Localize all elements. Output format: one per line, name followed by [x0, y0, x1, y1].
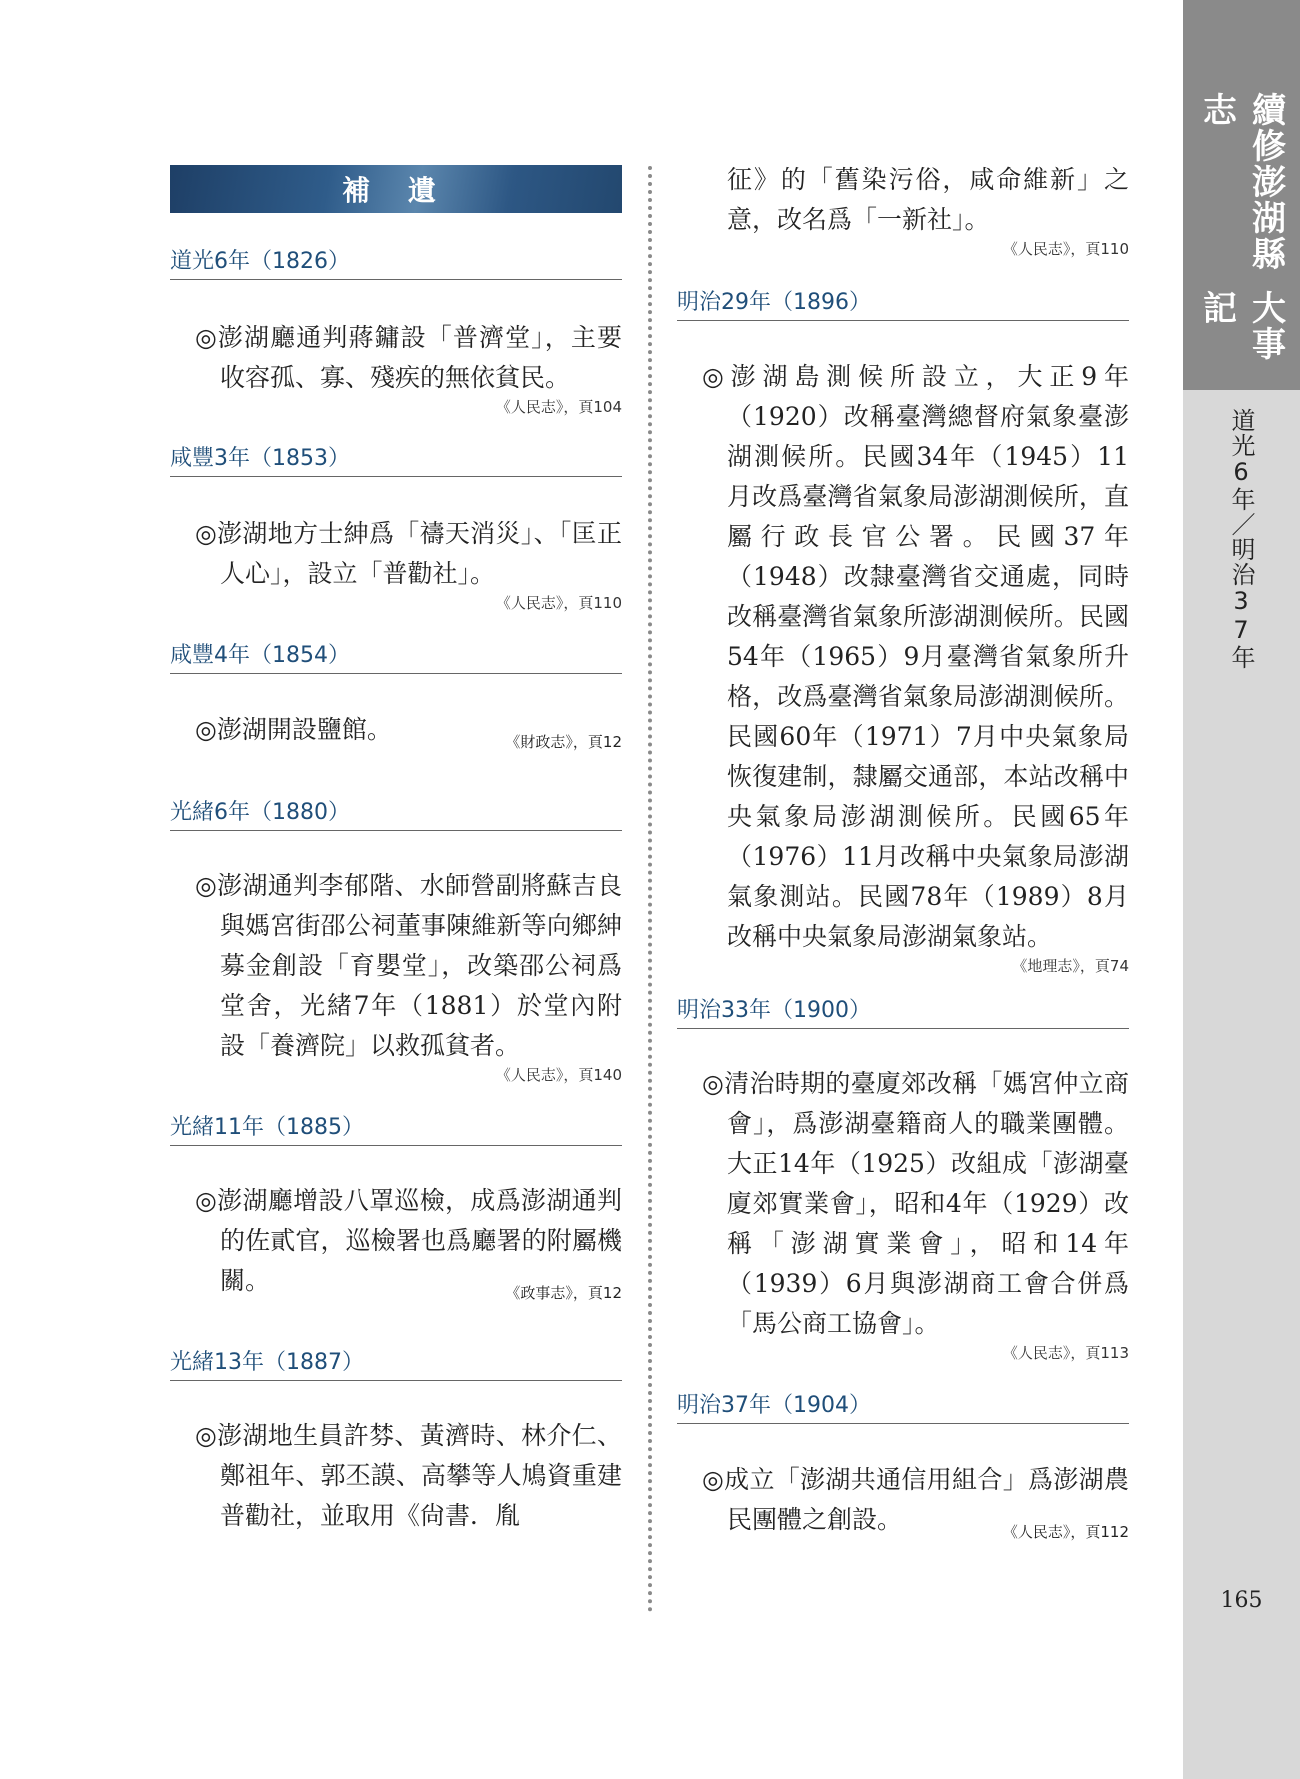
entry-heading: 光緒6年（1880） [170, 795, 622, 831]
book-title-main: 續修澎湖縣志 [1196, 92, 1286, 272]
entry-text: 征》的「舊染污俗，咸命維新」之意，改名爲「一新社」。 [727, 165, 1129, 234]
entry-heading: 光緒11年（1885） [170, 1110, 622, 1146]
entry [170, 1181, 622, 1313]
entry-heading: 明治37年（1904） [677, 1388, 1129, 1424]
sidebar [1183, 0, 1300, 1779]
entry-source: 《人民志》，頁113 [1002, 1344, 1129, 1362]
entry-source: 《人民志》，頁110 [495, 594, 622, 612]
entry-source: 《地理志》，頁74 [1012, 957, 1129, 975]
entry [170, 1416, 622, 1536]
entry [170, 514, 622, 612]
entry-heading: 道光6年（1826） [170, 244, 622, 280]
entry-source: 《人民志》，頁112 [1002, 1523, 1129, 1541]
book-title-section: 大事記 [1196, 290, 1286, 363]
entry [677, 1460, 1129, 1552]
page-number: 165 [1220, 1588, 1263, 1613]
entry-text: ◎澎湖廳增設八罩巡檢，成爲澎湖通判的佐貳官，巡檢署也爲廳署的附屬機關。 [195, 1186, 622, 1295]
entry [677, 1064, 1129, 1362]
sidebar-title-block [1183, 0, 1300, 390]
entry-text: ◎澎湖開設鹽館。 [195, 715, 392, 744]
entry [170, 710, 622, 762]
entry-source: 《人民志》，頁104 [495, 398, 622, 416]
entry-source: 《財政志》，頁12 [505, 733, 622, 751]
entry [170, 866, 622, 1084]
entry-text: ◎澎湖通判李郁階、水師營副將蘇吉良與媽宮街邵公祠董事陳維新等向鄉紳募金創設「育嬰堂」，改築邵公祠爲堂舍，光緒7年（1881）於堂內附設「養濟院」以救孤貧者。 [195, 871, 622, 1060]
entry-text: ◎澎湖地方士紳爲「禱天消災」、「匡正人心」，設立「普勸社」。 [195, 519, 622, 588]
column-divider [648, 166, 652, 1613]
entry [677, 357, 1129, 975]
entry-continued [677, 160, 1129, 258]
entry-source: 《人民志》，頁140 [495, 1066, 622, 1084]
entry-text: ◎澎湖廳通判蔣鏞設「普濟堂」，主要收容孤、寡、殘疾的無依貧民。 [195, 323, 622, 392]
entry-text: ◎澎湖地生員許棼、黃濟時、林介仁、鄭祖年、郭丕謨、高攀等人鳩資重建普勸社，並取用《尙書．胤 [195, 1421, 622, 1530]
entry-heading: 咸豐3年（1853） [170, 441, 622, 477]
section-banner: 補 遺 [170, 165, 622, 213]
running-subtitle: 道光6年／明治37年 [1227, 408, 1255, 670]
entry-heading: 明治33年（1900） [677, 993, 1129, 1029]
entry [170, 318, 622, 416]
entry-text: ◎成立「澎湖共通信用組合」爲澎湖農民團體之創設。 [702, 1465, 1129, 1534]
entry-source: 《人民志》，頁110 [1002, 240, 1129, 258]
entry-heading: 咸豐4年（1854） [170, 638, 622, 674]
book-title [1183, 92, 1300, 382]
entry-heading: 明治29年（1896） [677, 285, 1129, 321]
entry-text: ◎澎湖島測候所設立，大正9年（1920）改稱臺灣總督府氣象臺澎湖測候所。民國34年（1945）11月改爲臺灣省氣象局澎湖測候所，直屬行政長官公署。民國37年（1948）改隸臺灣省交通處，同時改稱臺灣省氣象所澎湖測候所。民國54年（1965）9月臺灣省氣象所升格，改爲臺灣省氣象局澎湖測候所。民國60年（1971）7月中央氣象局恢復建制，隸屬交通部，本站改稱中央氣象局澎湖測候所。民國65年（1976）11月改稱中央氣象局澎湖氣象測站。民國78年（1989）8月改稱中央氣象局澎湖氣象站。 [702, 362, 1129, 951]
entry-heading: 光緒13年（1887） [170, 1345, 622, 1381]
entry-source: 《政事志》，頁12 [505, 1284, 622, 1302]
entry-text: ◎清治時期的臺廈郊改稱「媽宮仲立商會」，爲澎湖臺籍商人的職業團體。大正14年（1925）改組成「澎湖臺廈郊實業會」，昭和4年（1929）改稱「澎湖實業會」，昭和14年（1939）6月與澎湖商工會合併爲「馬公商工協會」。 [702, 1069, 1129, 1338]
